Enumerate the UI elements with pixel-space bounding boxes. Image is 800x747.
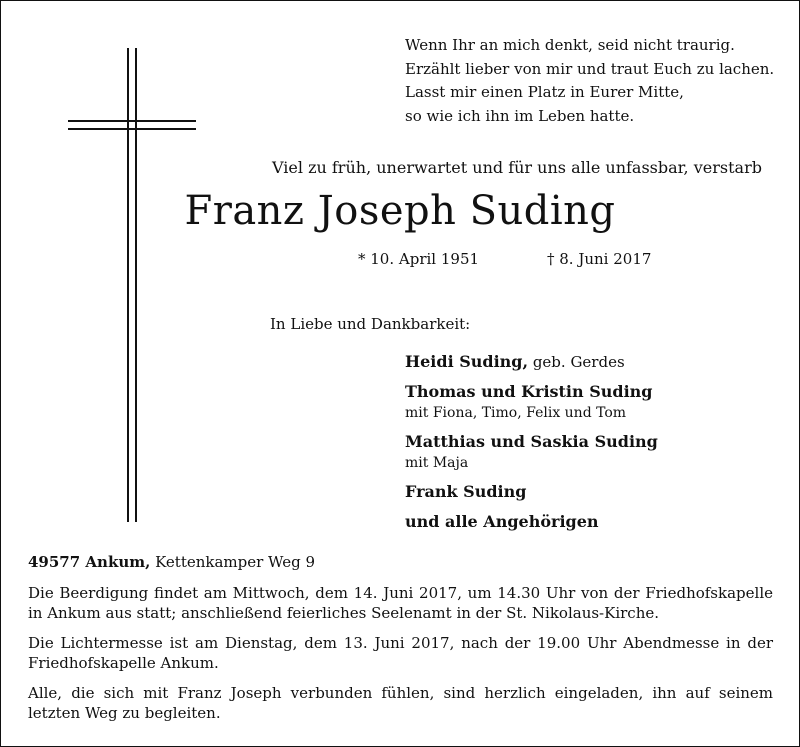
address-street: Kettenkamper Weg 9 bbox=[150, 553, 316, 571]
deceased-name: Franz Joseph Suding bbox=[184, 188, 616, 234]
family-member bbox=[405, 432, 658, 451]
family-member-name: Matthias und Saskia Suding bbox=[405, 432, 658, 451]
family-member-note: geb. Gerdes bbox=[528, 353, 625, 371]
family-member-name: Heidi Suding, bbox=[405, 352, 529, 371]
poem-line: Lasst mir einen Platz in Eurer Mitte, bbox=[405, 83, 684, 101]
death-date: † 8. Juni 2017 bbox=[547, 250, 652, 268]
gratitude-line: In Liebe und Dankbarkeit: bbox=[270, 315, 471, 333]
funeral-paragraph: Die Beerdigung findet am Mittwoch, dem 14. Juni 2017, um 14.30 Uhr von der Friedhofskapelle in Ankum aus statt; anschließend feierliches Seelenamt in der St. Nikolaus-Kirche. bbox=[28, 584, 773, 622]
family-member-children: mit Fiona, Timo, Felix und Tom bbox=[405, 405, 627, 421]
family-member bbox=[405, 482, 526, 501]
poem-line: so wie ich ihn im Leben hatte. bbox=[405, 106, 635, 125]
poem bbox=[405, 34, 774, 128]
family-member bbox=[405, 512, 599, 531]
family-member-name: Thomas und Kristin Suding bbox=[405, 382, 653, 401]
invitation-paragraph: Alle, die sich mit Franz Joseph verbunden fühlen, sind herzlich eingeladen, ihn auf seinem letzten Weg zu begleiten. bbox=[28, 684, 773, 722]
family-member bbox=[405, 352, 625, 371]
family-member bbox=[405, 382, 652, 401]
poem-line: Erzählt lieber von mir und traut Euch zu lachen. bbox=[405, 59, 775, 78]
cross-icon bbox=[60, 40, 200, 530]
address bbox=[28, 553, 315, 571]
intro-text: Viel zu früh, unerwartet und für uns alle unfassbar, verstarb bbox=[272, 158, 762, 177]
family-member-name: Frank Suding bbox=[405, 482, 527, 501]
poem-line: Wenn Ihr an mich denkt, seid nicht traurig. bbox=[405, 36, 735, 54]
mass-paragraph: Die Lichtermesse ist am Dienstag, dem 13. Juni 2017, nach der 19.00 Uhr Abendmesse in der Friedhofskapelle Ankum. bbox=[28, 634, 773, 672]
family-member-children: mit Maja bbox=[405, 455, 469, 471]
family-member-name: und alle Angehörigen bbox=[405, 512, 599, 531]
address-city: 49577 Ankum, bbox=[28, 553, 151, 571]
birth-date: * 10. April 1951 bbox=[358, 250, 480, 268]
